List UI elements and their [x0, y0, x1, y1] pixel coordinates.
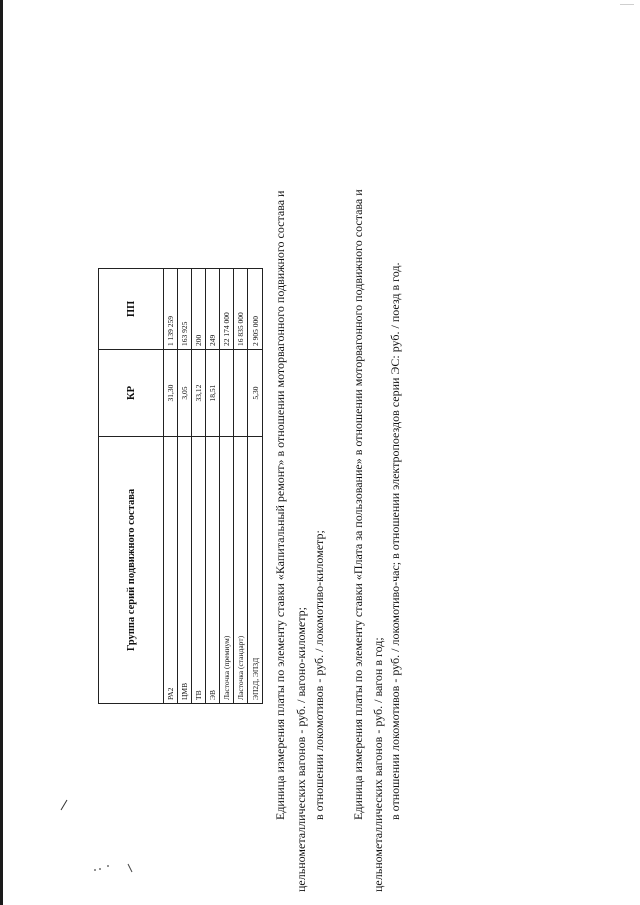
cell-group: ЭВ	[206, 437, 220, 704]
paragraph1-line2: цельнометаллических вагонов - руб. / вагоно-километр;	[294, 607, 308, 892]
cell-pp: 200	[192, 269, 206, 350]
cell-kr: 18,51	[206, 350, 220, 437]
table-row	[178, 269, 192, 704]
scan-specks	[55, 790, 155, 890]
cell-kr	[234, 350, 248, 437]
table-row	[234, 269, 248, 704]
cell-group: Ласточка (стандарт)	[234, 437, 248, 704]
paragraph2-line2: цельнометаллических вагонов - руб. / вагон в год;	[371, 637, 385, 892]
cell-pp: 1 139 259	[164, 269, 178, 350]
cell-kr: 3,05	[178, 350, 192, 437]
cell-kr: 31,30	[164, 350, 178, 437]
scan-left-edge	[0, 0, 3, 905]
paragraph2-line3: в отношении локомотивов - руб. / локомотиво-час; в отношении электропоездов серии ЭС: руб. / поезд в год.	[388, 262, 402, 820]
table-row	[192, 269, 206, 704]
header-pp: ПП	[99, 269, 164, 350]
cell-group: Ласточка (премиум)	[220, 437, 234, 704]
header-kr: КР	[99, 350, 164, 437]
cell-group: ЭП2Д, ЭП3Д	[248, 437, 263, 704]
rolling-stock-table	[98, 268, 260, 704]
cell-pp: 2 905 000	[248, 269, 263, 350]
cell-group: ЦМВ	[178, 437, 192, 704]
table-row	[206, 269, 220, 704]
cell-kr: 5,30	[248, 350, 263, 437]
cell-pp: 249	[206, 269, 220, 350]
cell-kr: 33,12	[192, 350, 206, 437]
header-group: Группа серий подвижного состава	[99, 437, 164, 704]
table-row	[164, 269, 178, 704]
table-row	[220, 269, 234, 704]
table-header-row	[99, 269, 164, 704]
cell-pp: 22 174 000	[220, 269, 234, 350]
cell-kr	[220, 350, 234, 437]
paragraph1-line1: Единица измерения платы по элементу ставки «Капитальный ремонт» в отношении моторвагонного подвижного состава и	[273, 190, 287, 820]
table-row	[248, 269, 263, 704]
cell-pp: 163 925	[178, 269, 192, 350]
cell-pp: 16 835 000	[234, 269, 248, 350]
cell-group: ТВ	[192, 437, 206, 704]
scan-corner-mark	[620, 4, 634, 13]
cell-group: РА2	[164, 437, 178, 704]
paragraph2-line1: Единица измерения платы по элементу ставки «Плата за пользование» в отношении моторвагонного подвижного состава и	[351, 189, 365, 820]
paragraph1-line3: в отношении локомотивов - руб. / локомотиво-километр;	[312, 530, 326, 820]
